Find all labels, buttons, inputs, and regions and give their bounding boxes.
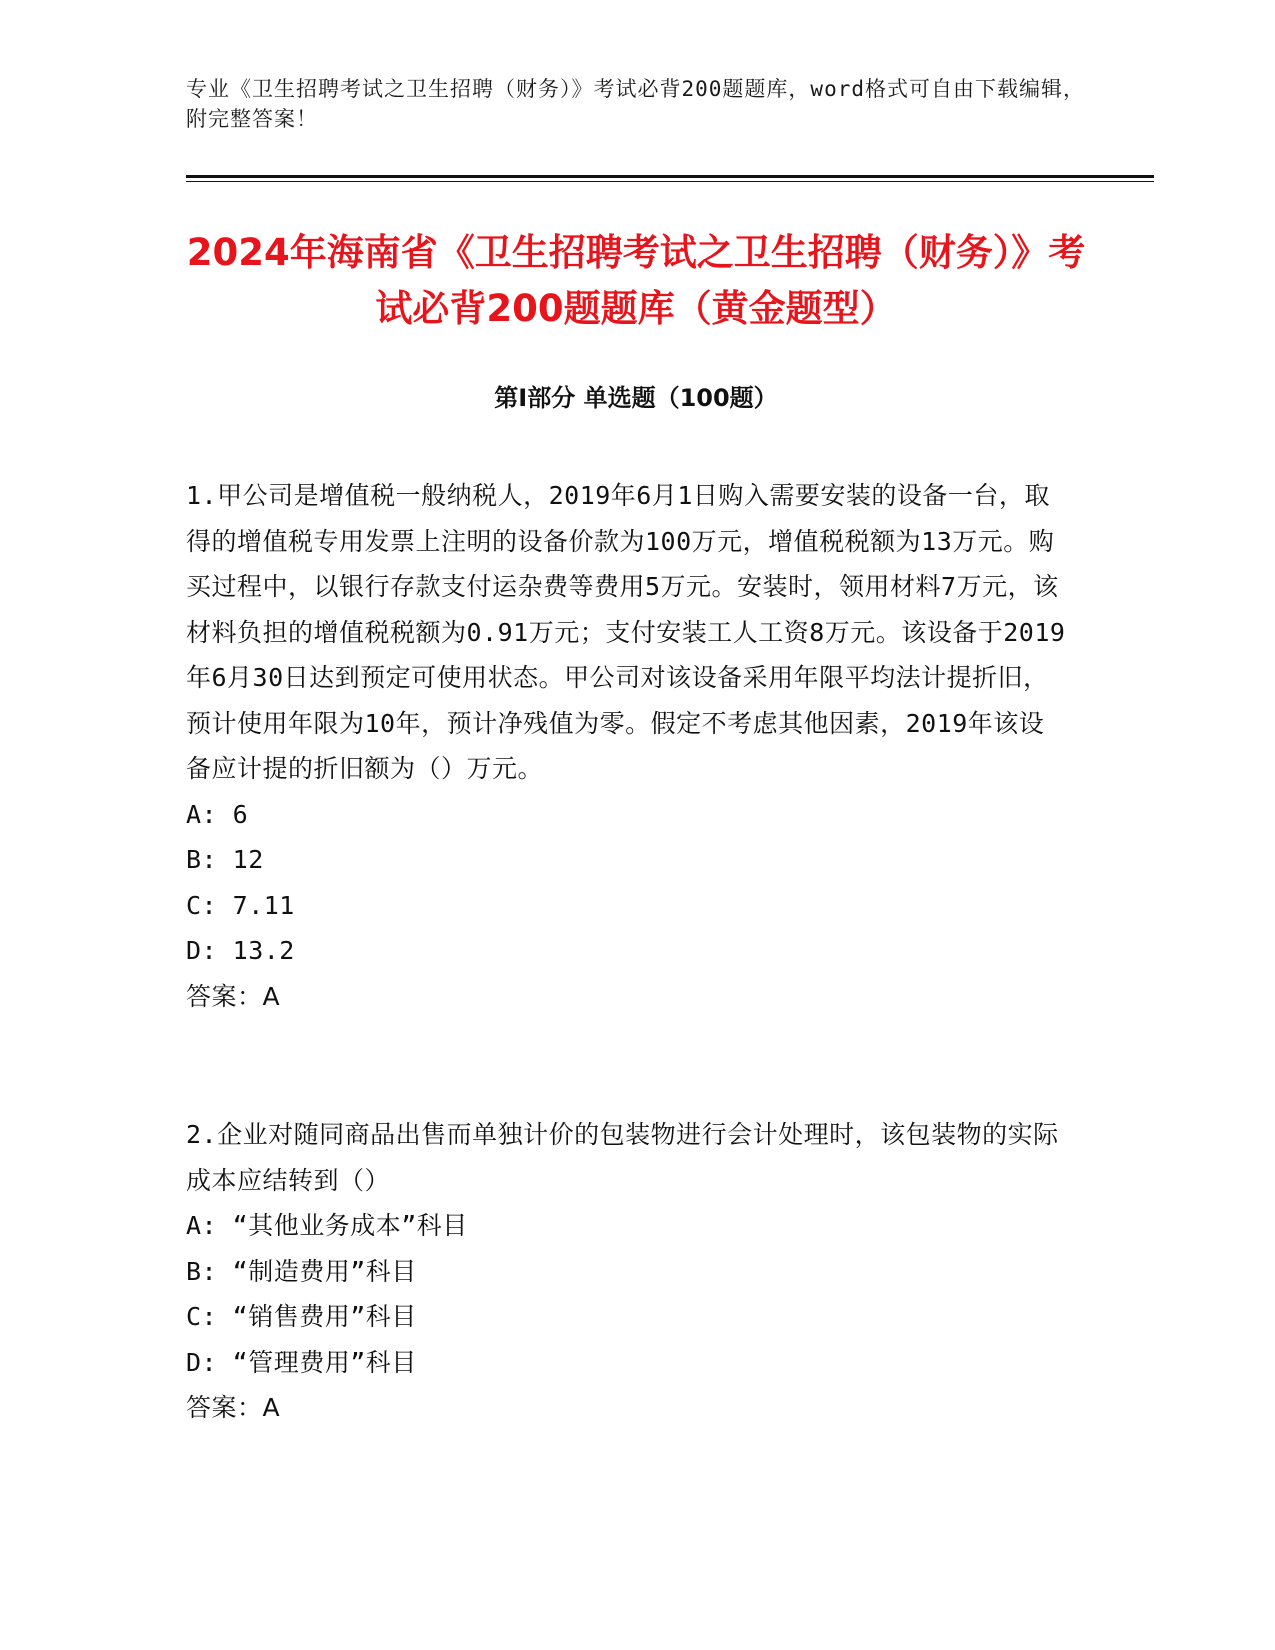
answer: 答案：A [186, 1393, 281, 1422]
section-heading: 第I部分 单选题（100题） [494, 384, 778, 412]
option-c: C: 7.11 [186, 890, 295, 920]
header-note: 专业《卫生招聘考试之卫生招聘（财务）》考试必背200题题库，word格式可自由下载编辑，附完整答案！ [186, 77, 1085, 131]
header-rule-thick [186, 175, 1154, 178]
option-c: C: “销售费用”科目 [186, 1302, 417, 1331]
option-d: D: 13.2 [186, 936, 295, 965]
option-a: A: “其他业务成本”科目 [186, 1211, 468, 1240]
option-b: B: 12 [186, 845, 264, 874]
option-a: A: 6 [186, 799, 249, 829]
question-2 [186, 1112, 1066, 1431]
option-b: B: “制造费用”科目 [186, 1256, 417, 1286]
question-text: 2.企业对随同商品出售而单独计价的包装物进行会计处理时，该包装物的实际成本应结转到（） [186, 1120, 1059, 1195]
header-rule-thin [186, 181, 1154, 182]
document-title: 2024年海南省《卫生招聘考试之卫生招聘（财务）》考试必背200题题库（黄金题型） [186, 231, 1086, 330]
question-1 [186, 473, 1066, 1019]
option-d: D: “管理费用”科目 [186, 1347, 417, 1377]
question-text: 1.甲公司是增值税一般纳税人，2019年6月1日购入需要安装的设备一台，取得的增值税专用发票上注明的设备价款为100万元，增值税税额为13万元。购买过程中，以银行存款支付运杂费等费用5万元。安装时，领用材料7万元，该材料负担的增值税税额为0.91万元；支付安装工人工资8万元。该设备于2019年6月30日达到预定可使用状态。甲公司对该设备采用年限平均法计提折旧，预计使用年限为10年，预计净残值为零。假定不考虑其他因素，2019年该设备应计提的折旧额为（）万元。 [186, 481, 1066, 783]
answer: 答案：A [186, 981, 281, 1011]
